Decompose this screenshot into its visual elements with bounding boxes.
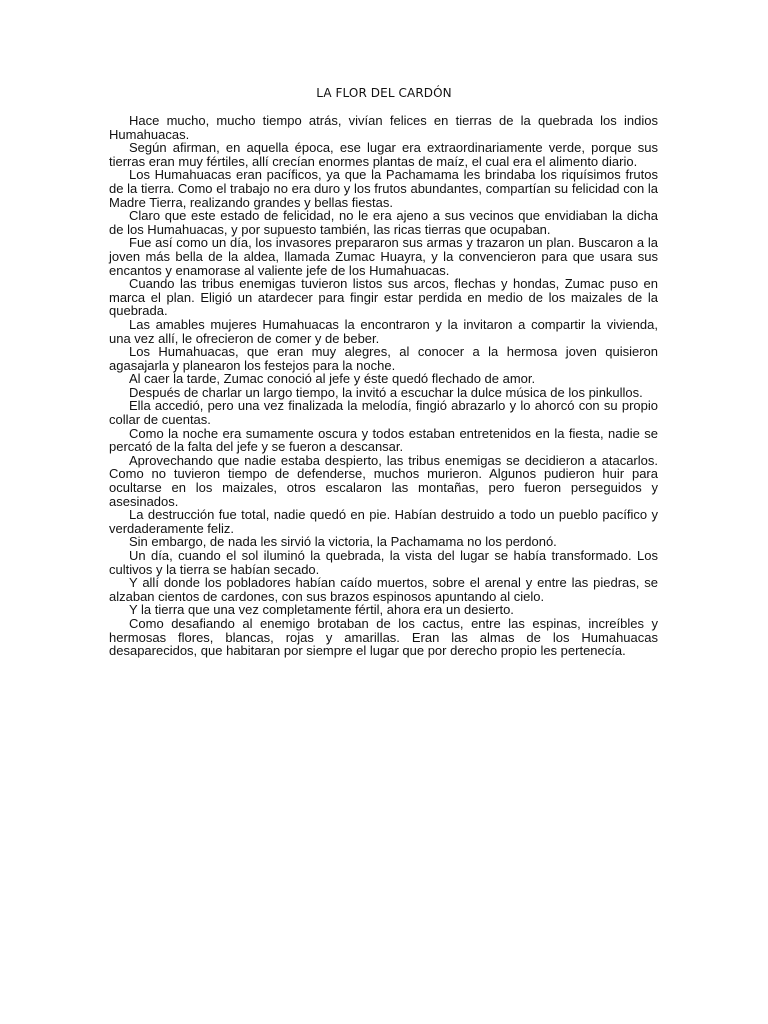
- paragraph: Según afirman, en aquella época, ese lugar era extraordinariamente verde, porque sus tierras eran muy fértiles, allí crecían enormes plantas de maíz, el cual era el alimento diario.: [109, 140, 658, 169]
- paragraph: Sin embargo, de nada les sirvió la victoria, la Pachamama no los perdonó.: [129, 534, 557, 550]
- paragraph: Como desafiando al enemigo brotaban de los cactus, entre las espinas, increíbles y hermosas flores, blancas, rojas y amarillas. Eran las almas de los Humahuacas desaparecidos, que habitaran por siempre el lugar que por derecho propio les pertenecía.: [109, 615, 658, 659]
- paragraph: Aprovechando que nadie estaba despierto, las tribus enemigas se decidieron a atacarlos. Como no tuvieron tiempo de defenderse, muchos murieron. Algunos pudieron huir para ocultarse en los maizales, otros escalaron las montañas, pero fueron perseguidos y asesinados.: [109, 452, 658, 509]
- paragraph: La destrucción fue total, nadie quedó en pie. Habían destruido a todo un pueblo pacífico y verdaderamente feliz.: [109, 507, 658, 536]
- paragraph: Como la noche era sumamente oscura y todos estaban entretenidos en la fiesta, nadie se percató de la falta del jefe y se fueron a descansar.: [109, 425, 658, 455]
- paragraph: Al caer la tarde, Zumac conoció al jefe y éste quedó flechado de amor.: [129, 371, 536, 387]
- paragraph: Fue así como un día, los invasores prepararon sus armas y trazaron un plan. Buscaron a la joven más bella de la aldea, llamada Zumac Huayra, y la convencieron para que usara sus encantos y enamorase al valiente jefe de los Humahuacas.: [109, 235, 658, 278]
- paragraph: Un día, cuando el sol iluminó la quebrada, la vista del lugar se había transformado. Los cultivos y la tierra se habían secado.: [109, 548, 658, 577]
- paragraph: Y allí donde los pobladores habían caído muertos, sobre el arenal y entre las piedras, se alzaban cientos de cardones, con sus brazos espinosos apuntando al cielo.: [109, 575, 658, 604]
- paragraph: Ella accedió, pero una vez finalizada la melodía, fingió abrazarlo y lo ahorcó con su propio collar de cuentas.: [109, 398, 658, 428]
- paragraph: Y la tierra que una vez completamente fértil, ahora era un desierto.: [129, 602, 514, 618]
- paragraph: Los Humahuacas, que eran muy alegres, al conocer a la hermosa joven quisieron agasajarla y planearon los festejos para la noche.: [109, 344, 658, 373]
- document-body: [109, 114, 658, 658]
- paragraph: Cuando las tribus enemigas tuvieron listos sus arcos, flechas y hondas, Zumac puso en marca el plan. Eligió un atardecer para fingir estar perdida en medio de los maizales de la quebrada.: [109, 276, 658, 319]
- paragraph: Después de charlar un largo tiempo, la invitó a escuchar la dulce música de los pinkullos.: [129, 384, 643, 400]
- paragraph: Claro que este estado de felicidad, no le era ajeno a sus vecinos que envidiaban la dicha de los Humahuacas, y por supuesto también, las ricas tierras que ocupaban.: [109, 208, 658, 237]
- paragraph: Las amables mujeres Humahuacas la encontraron y la invitaron a compartir la vivienda, una vez allí, le ofrecieron de comer y de beber.: [109, 316, 658, 346]
- document-title: LA FLOR DEL CARDÓN: [316, 86, 452, 100]
- paragraph: Los Humahuacas eran pacíficos, ya que la Pachamama les brindaba los riquísimos frutos de la tierra. Como el trabajo no era duro y los frutos abundantes, compartían su felicidad con la Madre Tierra, realizando grandes y bellas fiestas.: [109, 167, 658, 210]
- paragraph: Hace mucho, mucho tiempo atrás, vivían felices en tierras de la quebrada los indios Humahuacas.: [109, 113, 658, 142]
